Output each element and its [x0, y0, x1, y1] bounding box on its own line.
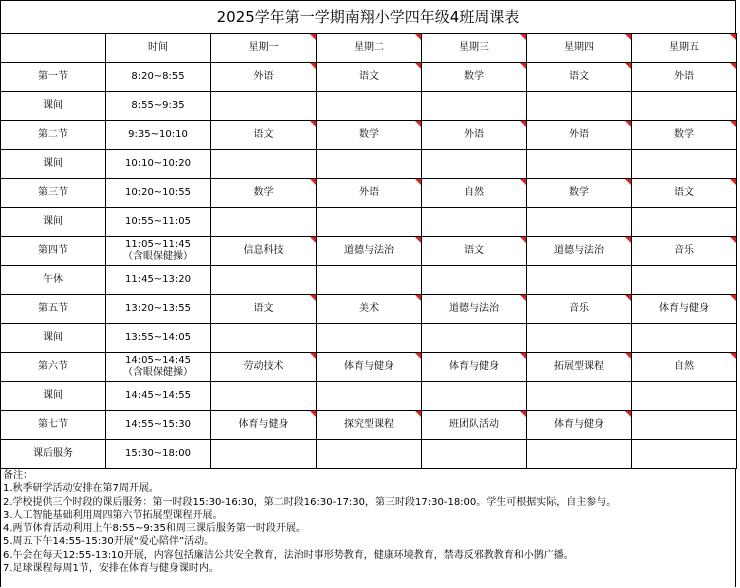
- course-cell: [422, 266, 527, 295]
- time-line: 14:45~14:55: [124, 390, 191, 401]
- header-day-friday: 星期五: [632, 34, 737, 63]
- course-cell: [632, 411, 737, 440]
- course-cell: [211, 382, 317, 411]
- table-row: [1, 179, 737, 208]
- table-row: [1, 208, 737, 237]
- schedule-table: [0, 33, 737, 469]
- period-cell: 第六节: [1, 353, 106, 382]
- course-cell: [632, 266, 737, 295]
- course-cell: [211, 440, 317, 469]
- table-row: [1, 411, 737, 440]
- period-cell: 课间: [1, 382, 106, 411]
- time-line: 9:35~10:10: [128, 129, 188, 140]
- course-cell: 语文: [211, 121, 317, 150]
- course-cell: 语文: [632, 179, 737, 208]
- course-cell: 外语: [632, 63, 737, 92]
- course-cell: 外语: [422, 121, 527, 150]
- course-cell: 体育与健身: [422, 353, 527, 382]
- course-cell: 道德与法治: [317, 237, 422, 266]
- course-cell: 语文: [422, 237, 527, 266]
- course-cell: 语文: [317, 63, 422, 92]
- course-cell: 体育与健身: [632, 295, 737, 324]
- header-period: [1, 34, 106, 63]
- table-row: [1, 63, 737, 92]
- course-cell: 拓展型课程: [527, 353, 632, 382]
- course-cell: 外语: [317, 179, 422, 208]
- course-cell: [632, 208, 737, 237]
- table-row: [1, 266, 737, 295]
- course-cell: [422, 324, 527, 353]
- time-line: 13:55~14:05: [124, 332, 191, 343]
- time-line: （含眼保健操）: [123, 367, 193, 378]
- course-cell: [317, 382, 422, 411]
- course-cell: 自然: [422, 179, 527, 208]
- period-cell: 第七节: [1, 411, 106, 440]
- course-cell: 语文: [527, 63, 632, 92]
- time-cell: [106, 411, 211, 440]
- course-cell: [317, 150, 422, 179]
- time-line: 11:05~11:45: [124, 239, 191, 250]
- course-cell: [422, 150, 527, 179]
- course-cell: 体育与健身: [527, 411, 632, 440]
- time-cell: [106, 237, 211, 266]
- course-cell: 语文: [211, 295, 317, 324]
- course-cell: 体育与健身: [317, 353, 422, 382]
- course-cell: [527, 324, 632, 353]
- table-row: [1, 382, 737, 411]
- time-cell: [106, 440, 211, 469]
- course-cell: 美术: [317, 295, 422, 324]
- header-day-thursday: 星期四: [527, 34, 632, 63]
- course-cell: 信息科技: [211, 237, 317, 266]
- course-cell: [527, 440, 632, 469]
- time-line: 11:45~13:20: [124, 274, 191, 285]
- page-title: 2025学年第一学期南翔小学四年级4班周课表: [0, 0, 736, 33]
- course-cell: [317, 92, 422, 121]
- time-line: 8:55~9:35: [131, 100, 185, 111]
- course-cell: [422, 382, 527, 411]
- period-cell: 课间: [1, 92, 106, 121]
- course-cell: [527, 150, 632, 179]
- course-cell: [632, 92, 737, 121]
- course-cell: 数学: [317, 121, 422, 150]
- course-cell: 道德与法治: [422, 295, 527, 324]
- course-cell: [632, 150, 737, 179]
- time-cell: [106, 150, 211, 179]
- time-cell: [106, 179, 211, 208]
- course-cell: 外语: [527, 121, 632, 150]
- time-line: 10:20~10:55: [124, 187, 191, 198]
- course-cell: [527, 208, 632, 237]
- header-day-wednesday: 星期三: [422, 34, 527, 63]
- note-line: 4.两节体育活动利用上午8:55~9:35和周三课后服务第一时段开展。: [3, 523, 306, 535]
- course-cell: [317, 266, 422, 295]
- note-line: 2.学校提供三个时段的课后服务：第一时段15:30-16:30，第二时段16:30-17:30，第三时段17:30-18:00。学生可根据实际，自主参与。: [3, 496, 617, 508]
- time-line: 14:55~15:30: [124, 419, 191, 430]
- time-cell: [106, 295, 211, 324]
- time-cell: [106, 266, 211, 295]
- course-cell: 数学: [422, 63, 527, 92]
- time-cell: [106, 353, 211, 382]
- course-cell: 外语: [211, 63, 317, 92]
- course-cell: [527, 382, 632, 411]
- table-row: [1, 353, 737, 382]
- course-cell: [422, 92, 527, 121]
- note-line: 5.周五下午14:55-15:30开展“爱心陪伴”活动。: [3, 536, 215, 548]
- period-cell: 第五节: [1, 295, 106, 324]
- time-cell: [106, 382, 211, 411]
- course-cell: 探究型课程: [317, 411, 422, 440]
- period-cell: 课后服务: [1, 440, 106, 469]
- table-row: [1, 440, 737, 469]
- course-cell: [527, 266, 632, 295]
- course-cell: 班团队活动: [422, 411, 527, 440]
- course-cell: [527, 92, 632, 121]
- time-line: 8:20~8:55: [131, 71, 185, 82]
- course-cell: [317, 324, 422, 353]
- course-cell: [211, 92, 317, 121]
- course-cell: [211, 150, 317, 179]
- course-cell: [632, 324, 737, 353]
- table-row: [1, 121, 737, 150]
- table-row: [1, 92, 737, 121]
- period-cell: 课间: [1, 324, 106, 353]
- period-cell: 课间: [1, 208, 106, 237]
- course-cell: [211, 208, 317, 237]
- time-cell: [106, 208, 211, 237]
- period-cell: 课间: [1, 150, 106, 179]
- time-line: 15:30~18:00: [124, 448, 191, 459]
- course-cell: 体育与健身: [211, 411, 317, 440]
- course-cell: [211, 266, 317, 295]
- course-cell: [317, 440, 422, 469]
- course-cell: [422, 208, 527, 237]
- time-line: 10:10~10:20: [124, 158, 191, 169]
- time-cell: [106, 63, 211, 92]
- table-row: [1, 324, 737, 353]
- time-line: 10:55~11:05: [124, 216, 191, 227]
- note-line: 7.足球课程每周1节，安排在体育与健身课时内。: [3, 563, 219, 575]
- header-day-monday: 星期一: [211, 34, 317, 63]
- course-cell: 数学: [211, 179, 317, 208]
- time-line: （含眼保健操）: [123, 251, 193, 262]
- time-line: 14:05~14:45: [124, 355, 191, 366]
- course-cell: [317, 208, 422, 237]
- course-cell: 劳动技术: [211, 353, 317, 382]
- note-line: 6.午会在每天12:55-13:10开展，内容包括廉洁公共安全教育，法治时事形势教育，健康环境教育，禁毒反邪教教育和小鹊广播。: [3, 549, 574, 561]
- course-cell: 道德与法治: [527, 237, 632, 266]
- note-line: 1.秋季研学活动安排在第7周开展。: [3, 483, 159, 495]
- time-cell: [106, 92, 211, 121]
- notes-heading: 备注：: [3, 470, 33, 481]
- period-cell: 第二节: [1, 121, 106, 150]
- course-cell: [632, 382, 737, 411]
- note-line: 3.人工智能基础利用周四第六节拓展型课程开展。: [3, 509, 223, 521]
- period-cell: 第一节: [1, 63, 106, 92]
- course-cell: 自然: [632, 353, 737, 382]
- course-cell: [211, 324, 317, 353]
- course-cell: [632, 440, 737, 469]
- table-row: [1, 295, 737, 324]
- course-cell: 音乐: [632, 237, 737, 266]
- course-cell: 数学: [632, 121, 737, 150]
- course-cell: [422, 440, 527, 469]
- course-cell: 音乐: [527, 295, 632, 324]
- period-cell: 午休: [1, 266, 106, 295]
- course-cell: 数学: [527, 179, 632, 208]
- table-row: [1, 150, 737, 179]
- period-cell: 第四节: [1, 237, 106, 266]
- notes-section: [0, 469, 736, 587]
- header-row: [1, 34, 737, 63]
- header-day-tuesday: 星期二: [317, 34, 422, 63]
- time-cell: [106, 121, 211, 150]
- period-cell: 第三节: [1, 179, 106, 208]
- table-row: [1, 237, 737, 266]
- time-line: 13:20~13:55: [124, 303, 191, 314]
- header-time: 时间: [106, 34, 211, 63]
- time-cell: [106, 324, 211, 353]
